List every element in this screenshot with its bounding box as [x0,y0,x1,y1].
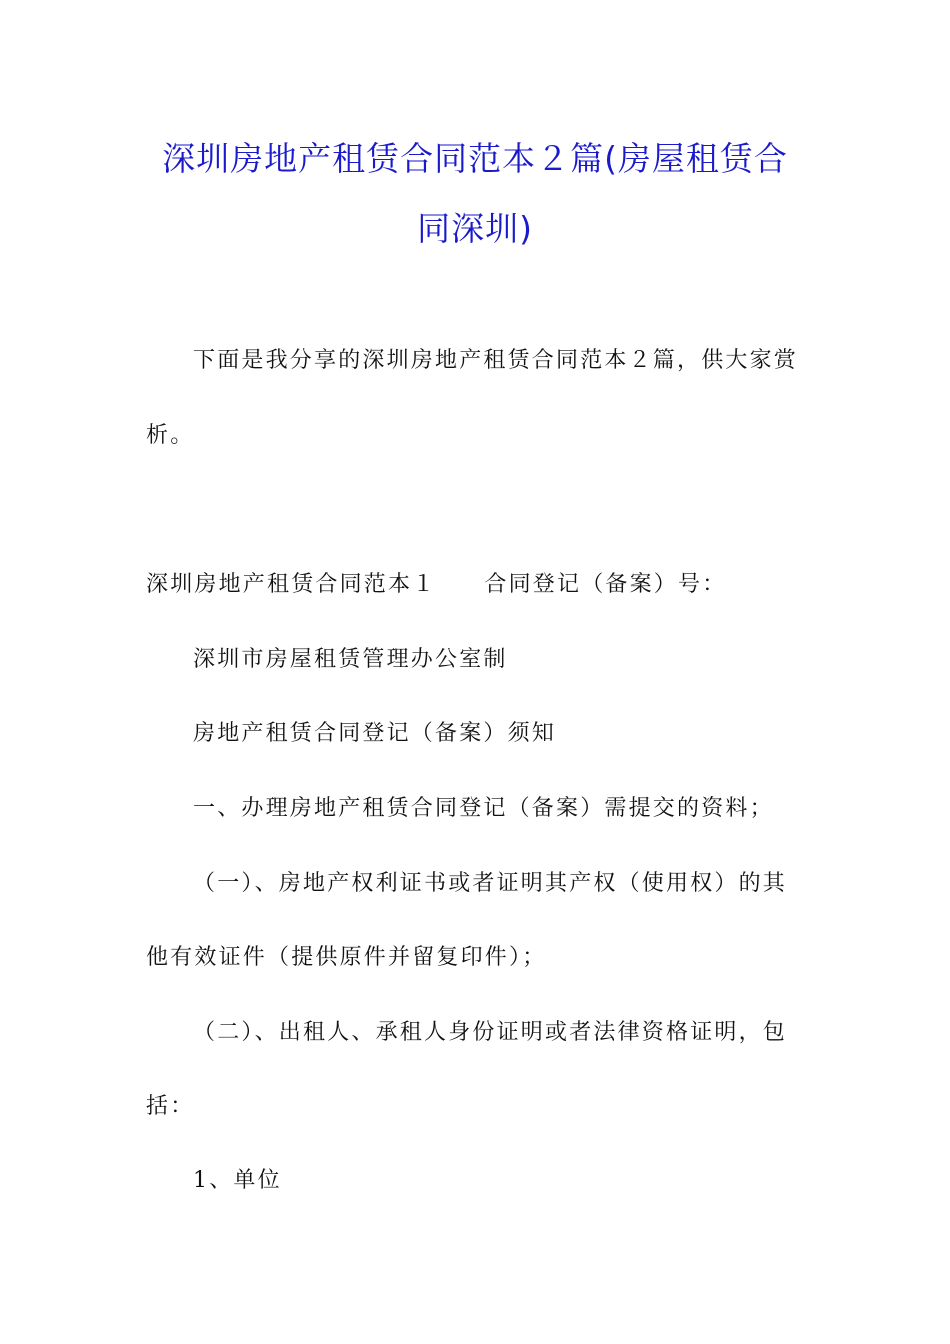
sub-item-one-line-2: 他有效证件（提供原件并留复印件）； [146,945,547,970]
document-title-line-2: 同深圳) [417,209,533,248]
section-heading-left: 深圳房地产租赁合同范本１ [146,572,437,597]
point-one: 1、单位 [193,1168,282,1193]
intro-paragraph-line-2: 析。 [146,423,195,448]
document-title-line-1: 深圳房地产租赁合同范本２篇(房屋租赁合 [162,139,788,178]
section-heading-right: 合同登记（备案）号： [484,572,727,597]
item-one: 一、办理房地产租赁合同登记（备案）需提交的资料； [193,796,774,821]
notice-title: 房地产租赁合同登记（备案）须知 [193,721,557,746]
intro-paragraph-line-1: 下面是我分享的深圳房地产租赁合同范本２篇，供大家赏 [193,348,799,373]
sub-item-two-line-2: 括： [146,1094,195,1119]
sub-item-one-line-1: （一）、房地产权利证书或者证明其产权（使用权）的其 [193,871,788,896]
issuer-line: 深圳市房屋租赁管理办公室制 [193,647,508,672]
section-heading [146,572,726,598]
sub-item-two-line-1: （二）、出租人、承租人身份证明或者法律资格证明，包 [193,1020,788,1045]
